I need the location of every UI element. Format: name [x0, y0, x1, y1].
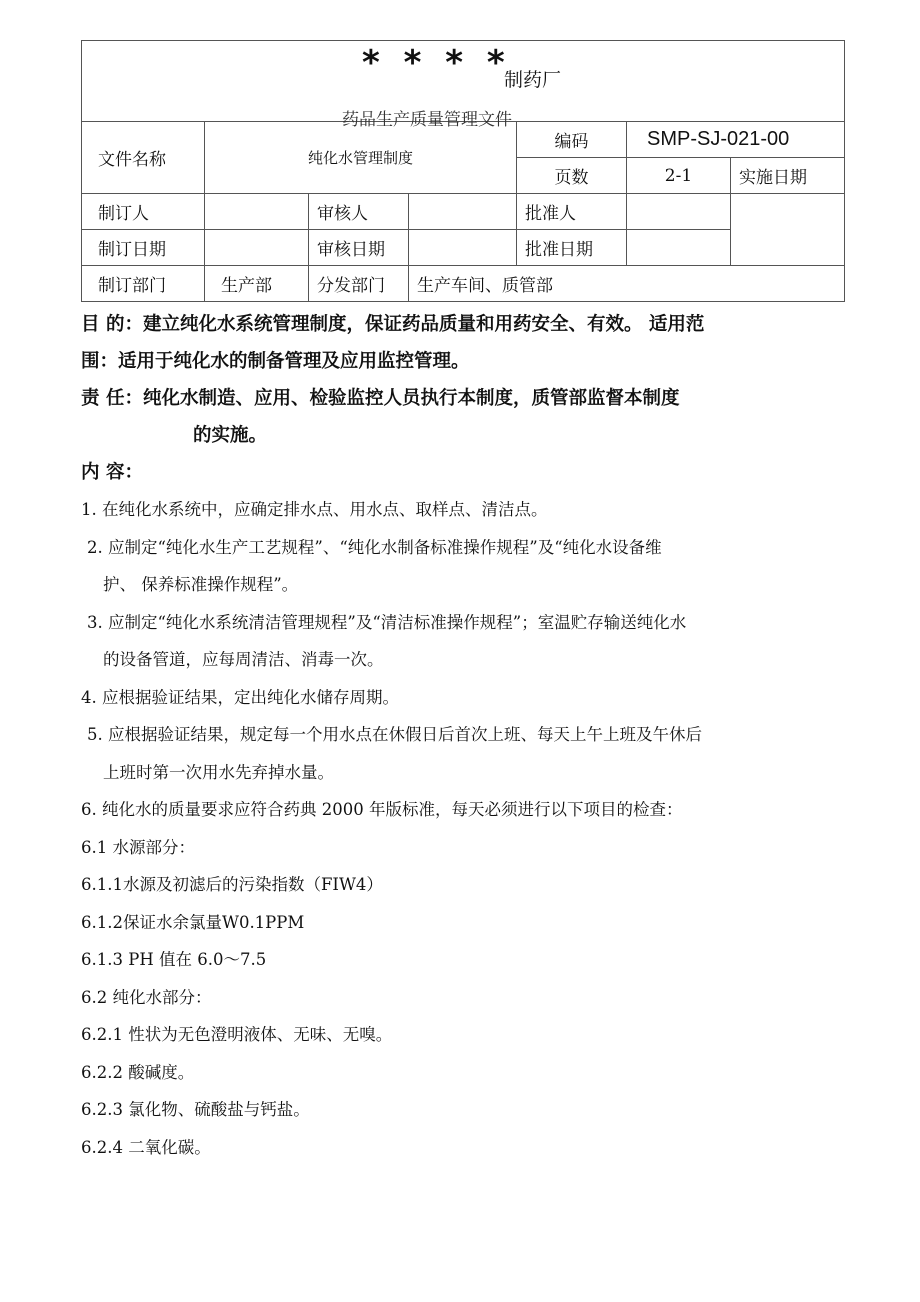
draft-date-label: 制订日期 [82, 230, 205, 266]
dept-value: 生产部 [205, 266, 309, 302]
company-name: 制药厂 [504, 69, 562, 91]
responsibility-line-2: 的实施。 [193, 425, 268, 446]
content-line: 上班时第一次用水先弃掉水量。 [103, 762, 334, 782]
approve-date-value [627, 230, 731, 266]
distribution-label: 分发部门 [309, 266, 409, 302]
approver-label: 批准人 [517, 194, 627, 230]
file-title: 纯化水管理制度 [205, 122, 517, 194]
file-name-label: 文件名称 [82, 122, 205, 194]
pages-value: 2-1 [627, 158, 731, 194]
content-line: 6.2.3 氯化物、硫酸盐与钙盐。 [81, 1100, 310, 1119]
document-body [81, 306, 851, 1166]
purpose-line-2: 围：适用于纯化水的制备管理及应用监控管理。 [81, 351, 470, 372]
reviewer-label: 审核人 [309, 194, 409, 230]
content-line: 6.2.2 酸碱度。 [81, 1062, 195, 1082]
company-header-cell [82, 41, 845, 130]
content-items [81, 491, 851, 1166]
content-line: 6.1.1水源及初滤后的污染指数（FIW4） [81, 875, 383, 894]
content-line: 6.2.1 性状为无色澄明液体、无味、无嗅。 [81, 1025, 393, 1044]
effective-date-value [731, 194, 845, 266]
drafter-value [205, 194, 309, 230]
content-line: 1. 在纯化水系统中，应确定排水点、用水点、取样点、清洁点。 [81, 500, 548, 519]
content-line: 6.1.2保证水余氯量W0.1PPM [81, 912, 305, 932]
distribution-value: 生产车间、质管部 [409, 266, 845, 302]
code-label: 编码 [517, 122, 627, 158]
reviewer-value [409, 194, 517, 230]
draft-date-value [205, 230, 309, 266]
effective-date-label: 实施日期 [731, 158, 845, 194]
drafter-label: 制订人 [82, 194, 205, 230]
content-line: 4. 应根据验证结果，定出纯化水储存周期。 [81, 687, 399, 707]
content-line: 6.2.4 二氧化碳。 [81, 1137, 211, 1157]
approve-date-label: 批准日期 [517, 230, 627, 266]
review-date-label: 审核日期 [309, 230, 409, 266]
content-line: 6. 纯化水的质量要求应符合药典 2000 年版标准，每天必须进行以下项目的检查： [81, 800, 683, 819]
document-header-table [81, 40, 845, 302]
content-line: 3. 应制定“纯化水系统清洁管理规程”及“清洁标准操作规程”；室温贮存输送纯化水 [87, 612, 687, 632]
pages-label: 页数 [517, 158, 627, 194]
dept-label: 制订部门 [82, 266, 205, 302]
content-line: 的设备管道，应每周清洁、消毒一次。 [103, 650, 384, 669]
content-line: 6.2 纯化水部分： [81, 987, 212, 1007]
content-heading: 内 容： [81, 462, 143, 483]
review-date-value [409, 230, 517, 266]
content-line: 护、 保养标准操作规程”。 [103, 575, 299, 594]
company-stars: * * * * [362, 43, 511, 83]
content-line: 2. 应制定“纯化水生产工艺规程”、“纯化水制备标准操作规程”及“纯化水设备维 [87, 537, 662, 557]
content-line: 5. 应根据验证结果，规定每一个用水点在休假日后首次上班、每天上午上班及午休后 [87, 725, 702, 744]
content-line: 6.1 水源部分： [81, 837, 195, 857]
content-line: 6.1.3 PH 值在 6.0〜7.5 [81, 950, 267, 969]
purpose-line-1: 目 的：建立纯化水系统管理制度，保证药品质量和用药安全、有效。 适用范 [81, 314, 705, 335]
document-subtitle: 药品生产质量管理文件 [342, 110, 512, 130]
responsibility-line-1: 责 任：纯化水制造、应用、检验监控人员执行本制度，质管部监督本制度 [81, 388, 680, 409]
code-value: SMP-SJ-021-00 [627, 122, 845, 158]
approver-value [627, 194, 731, 230]
